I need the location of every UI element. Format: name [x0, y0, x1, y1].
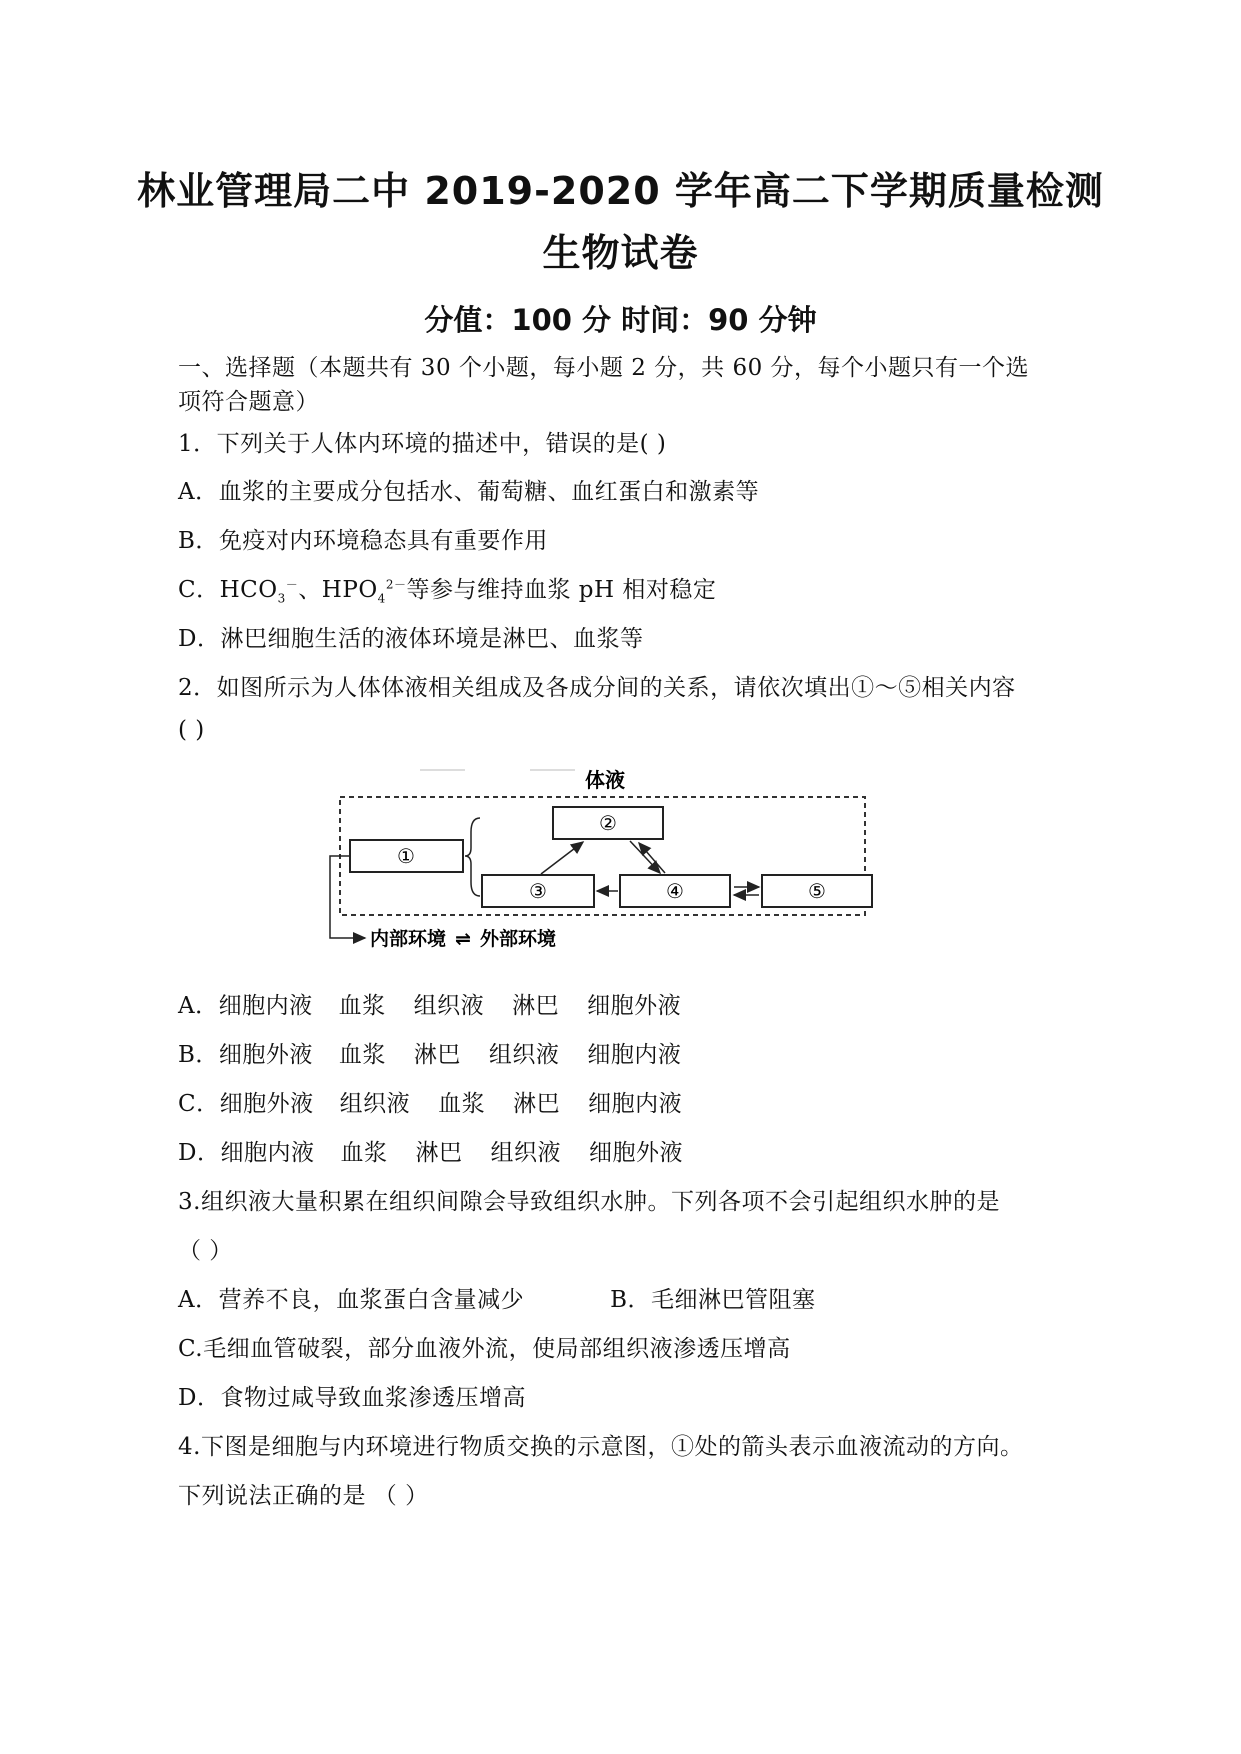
label-body-fluid: 体液	[585, 768, 625, 792]
q1-option-b: B．免疫对内环境稳态具有重要作用	[178, 528, 548, 554]
q1-c-suffix: 等参与维持血浆 pH 相对稳定	[406, 577, 717, 603]
q3-options-ab	[178, 1281, 1078, 1314]
option-text: 淋巴	[413, 1042, 461, 1068]
q1-c-prefix: C．HCO	[178, 577, 278, 603]
option-text: 血浆	[438, 1091, 486, 1117]
option-text: 血浆	[338, 1042, 386, 1068]
option-text: A．细胞内液	[178, 993, 313, 1019]
q1-option-d: D．淋巴细胞生活的液体环境是淋巴、血浆等	[178, 626, 644, 652]
q2-option-a	[178, 987, 1078, 1020]
option-text: 细胞内液	[587, 1042, 682, 1068]
q1-c-sup1: －	[285, 577, 299, 592]
q1-c-sub1: 3	[277, 591, 286, 606]
label-exchange-arrow: ⇌	[455, 928, 471, 950]
arrow-3-to-2	[541, 842, 583, 874]
section-heading-line1: 一、选择题（本题共有 30 个小题，每小题 2 分，共 60 分，每个小题只有一个选	[178, 355, 1030, 381]
q1-c-sub2: 4	[377, 591, 386, 606]
score-time-line: 分值：100 分 时间：90 分钟	[424, 303, 817, 337]
q3-stem-line2: （ ）	[178, 1238, 233, 1264]
q3-option-c: C.毛细血管破裂，部分血液外流，使局部组织液渗透压增高	[178, 1336, 791, 1362]
exam-title: 林业管理局二中 2019-2020 学年高二下学期质量检测	[137, 169, 1104, 213]
q4-stem-line1: 4.下图是细胞与内环境进行物质交换的示意图，①处的箭头表示血液流动的方向。	[178, 1434, 1024, 1460]
q1-stem: 1．下列关于人体内环境的描述中，错误的是( )	[178, 431, 667, 457]
arrow-4-to-2	[639, 843, 665, 873]
section-heading-line2: 项符合题意）	[178, 389, 319, 415]
option-text: 组织液	[339, 1091, 411, 1117]
q1-option-a: A．血浆的主要成分包括水、葡萄糖、血红蛋白和激素等	[178, 479, 760, 505]
option-text: C．细胞外液	[178, 1091, 314, 1117]
option-text: 细胞外液	[588, 1140, 683, 1166]
q1-option-c	[178, 571, 1078, 606]
q3-option-a: A．营养不良，血浆蛋白含量减少	[178, 1287, 525, 1313]
label-internal-env: 内部环境	[370, 928, 447, 950]
option-text: 淋巴	[512, 993, 560, 1019]
q3-option-b: B．毛细淋巴管阻塞	[610, 1287, 816, 1313]
grouping-brace	[465, 818, 480, 896]
option-text: 淋巴	[415, 1140, 463, 1166]
box-2-label: ②	[599, 811, 617, 835]
box-3-label: ③	[529, 879, 547, 903]
q2-stem-line1: 2．如图所示为人体体液相关组成及各成分间的关系，请依次填出①～⑤相关内容	[178, 675, 1016, 701]
option-text: 组织液	[488, 1042, 560, 1068]
option-text: 血浆	[338, 993, 386, 1019]
label-external-env: 外部环境	[480, 928, 557, 950]
q2-option-b	[178, 1036, 1078, 1069]
option-text: B．细胞外液	[178, 1042, 313, 1068]
option-text: 血浆	[340, 1140, 388, 1166]
box-5-label: ⑤	[808, 879, 826, 903]
q2-option-c	[178, 1085, 1078, 1118]
q2-option-d	[178, 1134, 1078, 1167]
q3-option-d: D．食物过咸导致血浆渗透压增高	[178, 1385, 526, 1411]
q1-c-sup2: 2－	[385, 577, 407, 592]
q3-stem-line1: 3.组织液大量积累在组织间隙会导致组织水肿。下列各项不会引起组织水肿的是	[178, 1189, 1000, 1215]
body-fluid-diagram	[325, 760, 885, 960]
box-4-label: ④	[666, 879, 684, 903]
arrow-2-to-4	[630, 841, 660, 873]
q4-stem-line2: 下列说法正确的是 （ ）	[178, 1483, 429, 1509]
option-text: 细胞内液	[588, 1091, 683, 1117]
option-text: 细胞外液	[587, 993, 682, 1019]
option-text: 淋巴	[513, 1091, 561, 1117]
option-text: 组织液	[490, 1140, 561, 1166]
exam-subject: 生物试卷	[542, 231, 699, 275]
q1-c-mid: 、HPO	[298, 577, 378, 603]
option-text: 组织液	[413, 993, 485, 1019]
box-1-label: ①	[397, 844, 415, 868]
q2-stem-line2: ( )	[178, 717, 205, 743]
option-text: D．细胞内液	[178, 1140, 315, 1166]
